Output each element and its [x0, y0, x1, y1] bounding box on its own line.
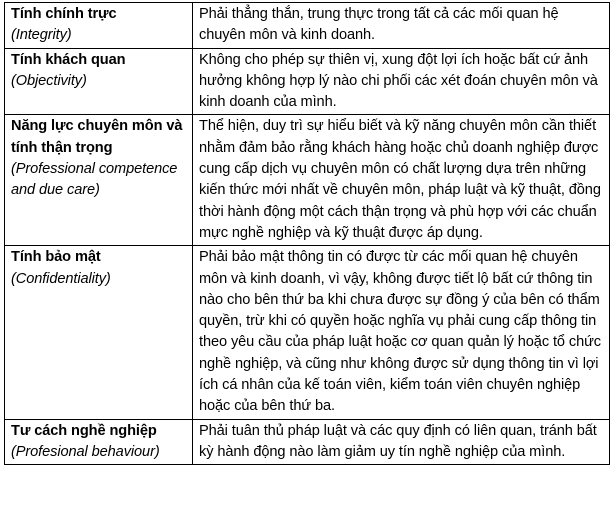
- principle-term-cell: [5, 419, 193, 465]
- principle-description: Không cho phép sự thiên vị, xung đột lợi ích hoặc bất cứ ảnh hưởng không hợp lý nào chi phối các xét đoán chuyên môn và kinh doanh của mình.: [199, 51, 598, 111]
- principle-description-cell: [193, 48, 610, 115]
- principle-term-cell: [5, 115, 193, 246]
- principle-name-vi: Tính chính trực: [11, 6, 117, 22]
- principle-description: Phải tuân thủ pháp luật và các quy định có liên quan, tránh bất kỳ hành động nào làm giảm uy tín nghề nghiệp của mình.: [199, 422, 597, 460]
- principle-name-vi: Tính bảo mật: [11, 249, 101, 266]
- principle-term-cell: [5, 48, 193, 115]
- principle-name-vi: Tư cách nghề nghiệp: [11, 422, 157, 439]
- table-row: [5, 48, 610, 115]
- ethics-principles-table: [4, 2, 610, 465]
- principle-description-cell: [193, 3, 610, 49]
- principle-description: Phải thẳng thắn, trung thực trong tất cả các mối quan hệ chuyên môn và kinh doanh.: [199, 6, 559, 44]
- table-row: [5, 115, 610, 246]
- principle-name-en: (Integrity): [11, 27, 72, 44]
- principle-name-vi: Năng lực chuyên môn và tính thận trọng: [11, 118, 183, 156]
- principle-description: Thể hiện, duy trì sự hiểu biết và kỹ năng chuyên môn cần thiết nhằm đảm bảo rằng khách hàng hoặc chủ doanh nghiệp được cung cấp dịch vụ chuyên môn có chất lượng dựa trên những kiến thức mới nhất về chuyên môn, pháp luật và kỹ thuật, đồng thời hành động một cách thận trọng và phù hợp với các chuẩn mực nghề nghiệp và kỹ thuật được áp dụng.: [199, 118, 601, 241]
- principle-name-en: (Profesional behaviour): [11, 443, 160, 460]
- principle-term-cell: [5, 246, 193, 419]
- table-row: [5, 419, 610, 465]
- principle-name-en: (Confidentiality): [11, 270, 111, 287]
- principle-term-cell: [5, 3, 193, 49]
- table-row: [5, 3, 610, 49]
- principle-description-cell: [193, 115, 610, 246]
- table-row: [5, 246, 610, 419]
- principle-name-en: (Professional competence and due care): [11, 161, 178, 199]
- principle-description: Phải bảo mật thông tin có được từ các mối quan hệ chuyên môn và kinh doanh, vì vậy, không được tiết lộ bất cứ thông tin nào cho bên thứ ba khi chưa được sự đồng ý của bên có thẩm quyền, trừ khi có quyền hoặc nghĩa vụ phải cung cấp thông tin theo yêu cầu của pháp luật hoặc cơ quan quản lý hoặc tổ chức nghề nghiệp, và cũng như không được sử dụng thông tin vì lợi ích cá nhân của kế toán viên, kiểm toán viên chuyên nghiệp hoặc của bên thứ ba.: [199, 249, 601, 415]
- principle-description-cell: [193, 419, 610, 465]
- principle-name-vi: Tính khách quan: [11, 51, 126, 68]
- principle-description-cell: [193, 246, 610, 419]
- principle-name-en: (Objectivity): [11, 72, 87, 89]
